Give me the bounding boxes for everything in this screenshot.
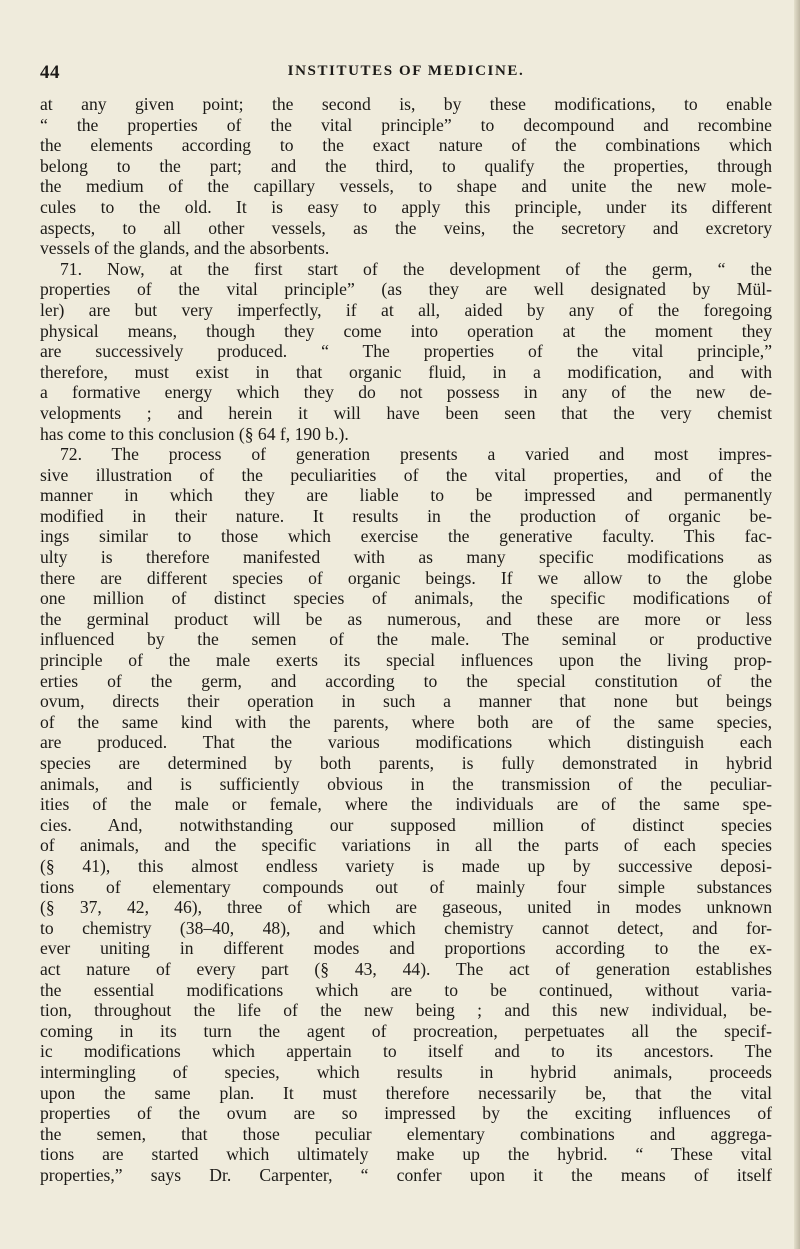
text-line: of the same kind with the parents, where both are of the same species, (40, 711, 772, 732)
text-line: aspects, to all other vessels, as the veins, the secretory and excretory (40, 217, 772, 238)
text-line: intermingling of species, which results in hybrid animals, proceeds (40, 1061, 772, 1082)
text-line: ings similar to those which exercise the generative faculty. This fac- (40, 526, 772, 547)
text-line: animals, and is sufficiently obvious in the transmission of the peculiar- (40, 773, 772, 794)
body-text (40, 94, 772, 1185)
text-line: cules to the old. It is easy to apply this principle, under its different (40, 196, 772, 217)
text-line: modified in their nature. It results in the production of organic be- (40, 505, 772, 526)
text-line: erties of the germ, and according to the special constitution of the (40, 670, 772, 691)
text-line: belong to the part; and the third, to qualify the properties, through (40, 155, 772, 176)
text-line: ler) are but very imperfectly, if at all, aided by any of the foregoing (40, 299, 772, 320)
text-line: vessels of the glands, and the absorbents. (40, 238, 330, 259)
text-line: act nature of every part (§ 43, 44). The act of generation establishes (40, 958, 772, 979)
text-line: species are determined by both parents, is fully demonstrated in hybrid (40, 753, 772, 773)
page-edge-shadow (794, 0, 800, 1249)
text-line: are produced. That the various modifications which distinguish each (40, 732, 772, 753)
text-line: the medium of the capillary vessels, to shape and unite the new mole- (40, 176, 772, 197)
text-line: tions are started which ultimately make up the hybrid. “ These vital (40, 1144, 772, 1165)
text-line: to chemistry (38–40, 48), and which chemistry cannot detect, and for- (40, 917, 772, 938)
text-line: influenced by the semen of the male. The seminal or productive (40, 629, 772, 650)
text-line: ever uniting in different modes and proportions according to the ex- (40, 938, 772, 959)
text-line: there are different species of organic beings. If we allow to the globe (40, 567, 772, 588)
text-line: the essential modifications which are to be continued, without varia- (40, 979, 772, 1000)
text-line: principle of the male exerts its special influences upon the living prop- (40, 650, 772, 671)
text-line: ovum, directs their operation in such a manner that none but beings (40, 691, 772, 712)
page-header (40, 62, 772, 84)
text-line: has come to this conclusion (§ 64 f, 190 b.). (40, 423, 349, 444)
text-line: ulty is therefore manifested with as many specific modifications as (40, 547, 772, 568)
text-line: the germinal product will be as numerous, and these are more or less (40, 608, 772, 629)
text-line: ities of the male or female, where the individuals are of the same spe- (40, 794, 772, 815)
text-line: properties of the vital principle” (as they are well designated by Mül- (40, 279, 772, 300)
page-number: 44 (40, 62, 60, 83)
text-line: at any given point; the second is, by these modifications, to enable (40, 94, 772, 114)
text-line: upon the same plan. It must therefore necessarily be, that the vital (40, 1082, 772, 1103)
text-line: therefore, must exist in that organic fluid, in a modification, and with (40, 361, 772, 382)
text-line: one million of distinct species of animals, the specific modifications of (40, 588, 772, 609)
text-line: cies. And, notwithstanding our supposed million of distinct species (40, 814, 772, 835)
text-line: are successively produced. “ The properties of the vital principle,” (40, 341, 772, 362)
text-line: 71. Now, at the first start of the development of the germ, “ the (60, 258, 772, 279)
running-head: INSTITUTES OF MEDICINE. (287, 63, 525, 79)
text-line: “ the properties of the vital principle” to decompound and recombine (40, 114, 772, 135)
text-line: the semen, that those peculiar elementary combinations and aggrega- (40, 1123, 772, 1144)
text-line: of animals, and the specific variations in all the parts of each species (40, 835, 772, 856)
text-line: ic modifications which appertain to itself and to its ancestors. The (40, 1041, 772, 1062)
text-line: sive illustration of the peculiarities of the vital properties, and of the (40, 464, 772, 485)
text-line: tion, throughout the life of the new being ; and this new individual, be- (40, 1000, 772, 1021)
text-line: (§ 41), this almost endless variety is made up by successive deposi- (40, 855, 772, 876)
text-line: velopments ; and herein it will have been seen that the very chemist (40, 402, 772, 423)
text-line: coming in its turn the agent of procreation, perpetuates all the specif- (40, 1020, 772, 1041)
text-line: properties of the ovum are so impressed by the exciting influences of (40, 1103, 772, 1124)
text-line: 72. The process of generation presents a varied and most impres- (60, 444, 772, 465)
text-line: the elements according to the exact nature of the combinations which (40, 135, 772, 156)
text-line: physical means, though they come into operation at the moment they (40, 320, 772, 341)
text-line: properties,” says Dr. Carpenter, “ confer upon it the means of itself (40, 1164, 772, 1185)
text-line: manner in which they are liable to be impressed and permanently (40, 485, 772, 506)
text-line: a formative energy which they do not possess in any of the new de- (40, 382, 772, 403)
text-line: (§ 37, 42, 46), three of which are gaseous, united in modes unknown (40, 897, 772, 918)
text-line: tions of elementary compounds out of mainly four simple substances (40, 876, 772, 897)
